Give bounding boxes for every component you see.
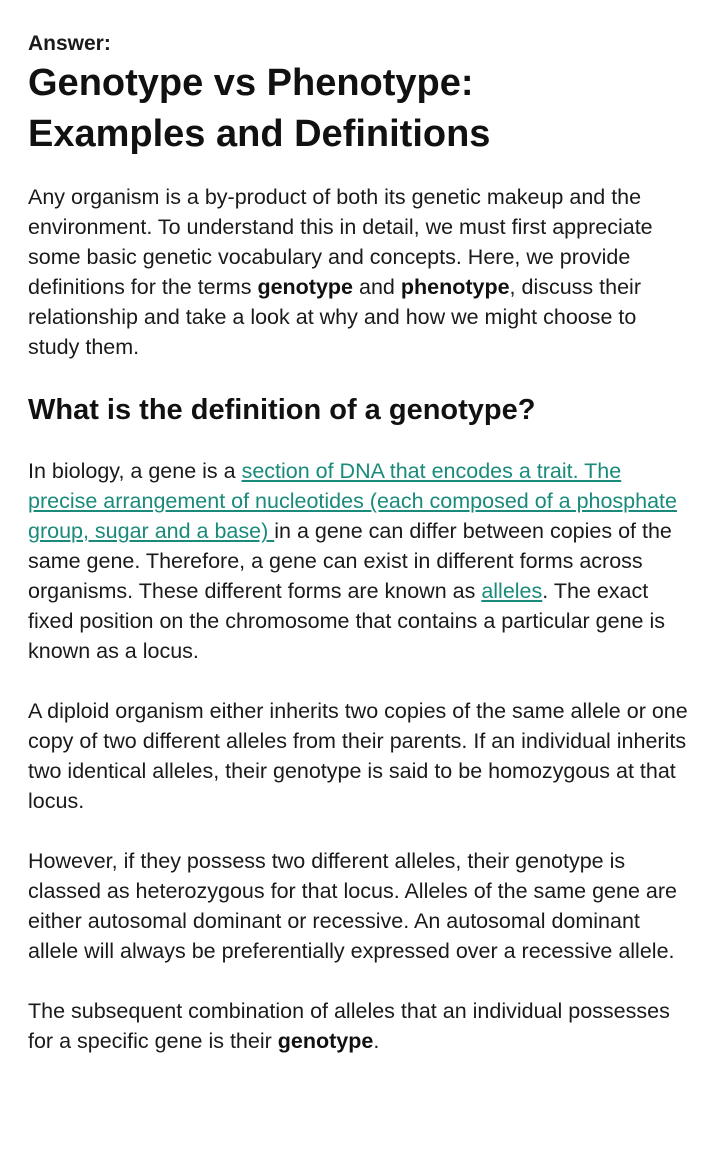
intro-text-1: Any organism is a by-product of both its genetic makeup and the environment. To understand this in detail, we must first appreciate some basic genetic vocabulary and concepts. Here, we provide definitions for the terms	[28, 185, 653, 299]
diploid-paragraph: A diploid organism either inherits two copies of the same allele or one copy of two different alleles from their parents. If an individual inherits two identical alleles, their genotype is said to be homozygous at that locus.	[28, 699, 688, 813]
alleles-link[interactable]: alleles	[481, 579, 543, 603]
heterozygous-paragraph: However, if they possess two different alleles, their genotype is classed as heterozygous for that locus. Alleles of the same gene are either autosomal dominant or recessive. An autosomal dominant allele will always be preferentially expressed over a recessive allele.	[28, 849, 677, 963]
intro-text-2: and	[353, 275, 401, 299]
summary-text-2: .	[373, 1029, 380, 1053]
intro-text-3: , discuss their relationship and take a look at why and how we might choose to study them.	[28, 275, 641, 359]
answer-label: Answer:	[28, 32, 111, 55]
gene-paragraph	[28, 456, 692, 666]
gene-text-1: In biology, a gene is a	[28, 459, 242, 483]
genotype-term: genotype	[257, 275, 354, 299]
genotype-summary-paragraph	[28, 996, 692, 1056]
dna-section-link[interactable]: section of DNA that encodes a trait. The precise arrangement of nucleotides (each composed of a phosphate group, sugar and a base)	[28, 459, 677, 543]
title-line-1: Genotype vs Phenotype:	[28, 62, 474, 104]
phenotype-term: phenotype	[400, 275, 510, 299]
gene-text-3: . The exact fixed position on the chromosome that contains a particular gene is known as a locus.	[28, 579, 666, 663]
genotype-heading: What is the definition of a genotype?	[28, 394, 536, 426]
summary-text-1: The subsequent combination of alleles that an individual possesses for a specific gene is their	[28, 999, 670, 1053]
genotype-summary-term: genotype	[277, 1029, 374, 1053]
page-title	[28, 58, 692, 160]
gene-text-2: in a gene can differ between copies of the same gene. Therefore, a gene can exist in different forms across organisms. These different forms are known as	[28, 519, 672, 603]
intro-paragraph	[28, 182, 692, 362]
title-line-2: Examples and Definitions	[28, 113, 491, 155]
